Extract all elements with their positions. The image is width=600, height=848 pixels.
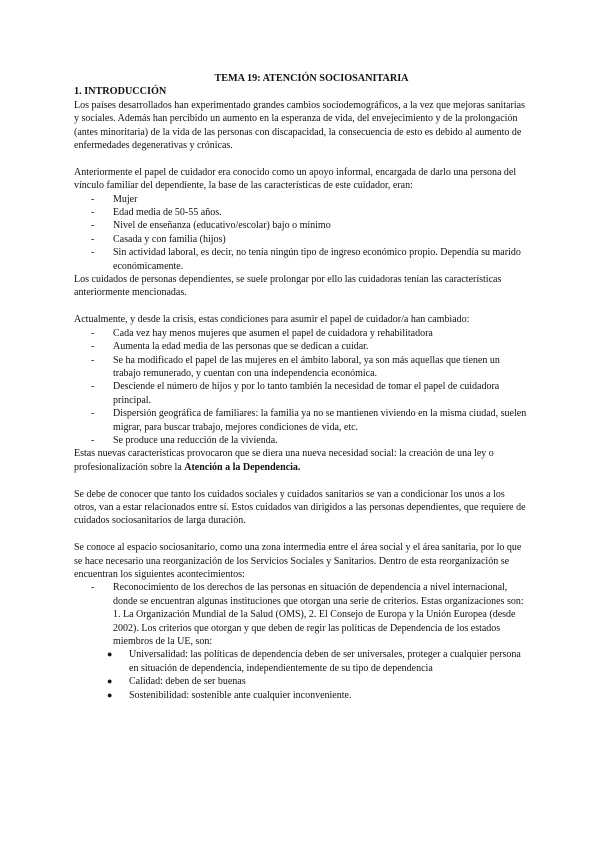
list-events	[74, 581, 529, 648]
list-caregiver-traits	[74, 193, 529, 273]
list-item: ● Sostenibilidad: sostenible ante cualquier inconveniente.	[107, 689, 352, 701]
list-item: - Reconocimiento de los derechos de las personas en situación de dependencia a nivel internacional, donde se encuentran algunas instituciones que otorgan una serie de criterios. Estas organizaciones son: 1. La Organización Mundial de la Salud (OMS), 2. El Consejo de Europa y la Unión Europea (desde 2002). Los criterios que otorgan y que deben de regir las políticas de Dependencia de los estados miembros de la UE, son:	[91, 582, 524, 647]
list-item: - Edad media de 50-55 años.	[91, 207, 222, 219]
paragraph-sociosanitary-space: Se conoce al espacio sociosanitario, como una zona intermedia entre el área social y el área sanitaria, por lo que se hace necesario una reorganización de los Servicios Sociales y Sanitarios. Dentro de esta reorganización se encuentran los siguientes acontecimientos:	[74, 542, 522, 580]
list-item: - Mujer	[91, 193, 138, 205]
paragraph-new-needs: Estas nuevas características provocaron que se diera una nueva necesidad social: la creación de una ley o profesionalización sobre la Atención a la Dependencia.	[74, 448, 494, 473]
bold-term: Atención a la Dependencia.	[184, 461, 301, 473]
list-item: ● Universalidad: las políticas de dependencia deben de ser universales, proteger a cualquier persona en situación de dependencia, independientemente de su tipo de dependencia	[107, 649, 521, 674]
list-item: - Se ha modificado el papel de las mujeres en el ámbito laboral, ya son más aquellas que tienen un trabajo remunerado, y cuentan con una independencia económica.	[91, 354, 500, 379]
list-current-changes	[74, 327, 529, 448]
list-item: - Aumenta la edad media de las personas que se dedican a cuidar.	[91, 341, 369, 353]
list-item: - Cada vez hay menos mujeres que asumen el papel de cuidadora y rehabilitadora	[91, 327, 433, 339]
list-item: - Dispersión geográfica de familiares: la familia ya no se mantienen viviendo en la misma ciudad, suelen migrar, para buscar trabajo, mejores condiciones de vida, etc.	[91, 408, 527, 433]
list-item: - Desciende el número de hijos y por lo tanto también la necesidad de tomar el papel de cuidadora principal.	[91, 381, 500, 406]
document-title: TEMA 19: ATENCIÓN SOCIOSANITARIA	[214, 73, 409, 84]
list-item: - Nivel de enseñanza (educativo/escolar) bajo o mínimo	[91, 220, 331, 232]
list-item: - Sin actividad laboral, es decir, no tenía ningún tipo de ingreso económico propio. Dependía su marido económicamente.	[91, 247, 521, 272]
paragraph-intro: Los países desarrollados han experimentado grandes cambios sociodemográficos, a la vez que mejoras sanitarias y sociales. Además han percibido un aumento en la esperanza de vida, del envejecimiento y de la prolongación (antes minoritaria) de la vida de las personas con discapacidad, la consecuencia de esto es debido al aumento de enfermedades degenerativas y crónicas.	[74, 99, 525, 152]
paragraph-caregiver-prolong: Los cuidados de personas dependientes, se suele prolongar por ello las cuidadoras tenían las características anteriormente mencionadas.	[74, 274, 502, 299]
section-heading: 1. INTRODUCCIÓN	[74, 86, 167, 98]
list-item: ● Calidad: deben de ser buenas	[107, 676, 246, 688]
paragraph-social-health-care: Se debe de conocer que tanto los cuidados sociales y cuidados sanitarios se van a condicionar los unos a los otros, van a estar relacionados entre sí. Estos cuidados van dirigidos a las personas dependientes, que requiere de cuidados sociosanitarios de larga duración.	[74, 488, 526, 527]
paragraph-current-changes: Actualmente, y desde la crisis, estas condiciones para asumir el papel de cuidador/a han cambiado:	[74, 314, 470, 326]
list-item: - Se produce una reducción de la vivienda.	[91, 434, 278, 446]
document-body	[74, 72, 529, 702]
list-eu-criteria	[74, 648, 529, 702]
list-item: - Casada y con familia (hijos)	[91, 233, 226, 245]
paragraph-caregiver-past: Anteriormente el papel de cuidador era conocido como un apoyo informal, encargada de darlo una persona del vínculo familiar del dependiente, la base de las características de este cuidador, eran:	[74, 166, 517, 192]
